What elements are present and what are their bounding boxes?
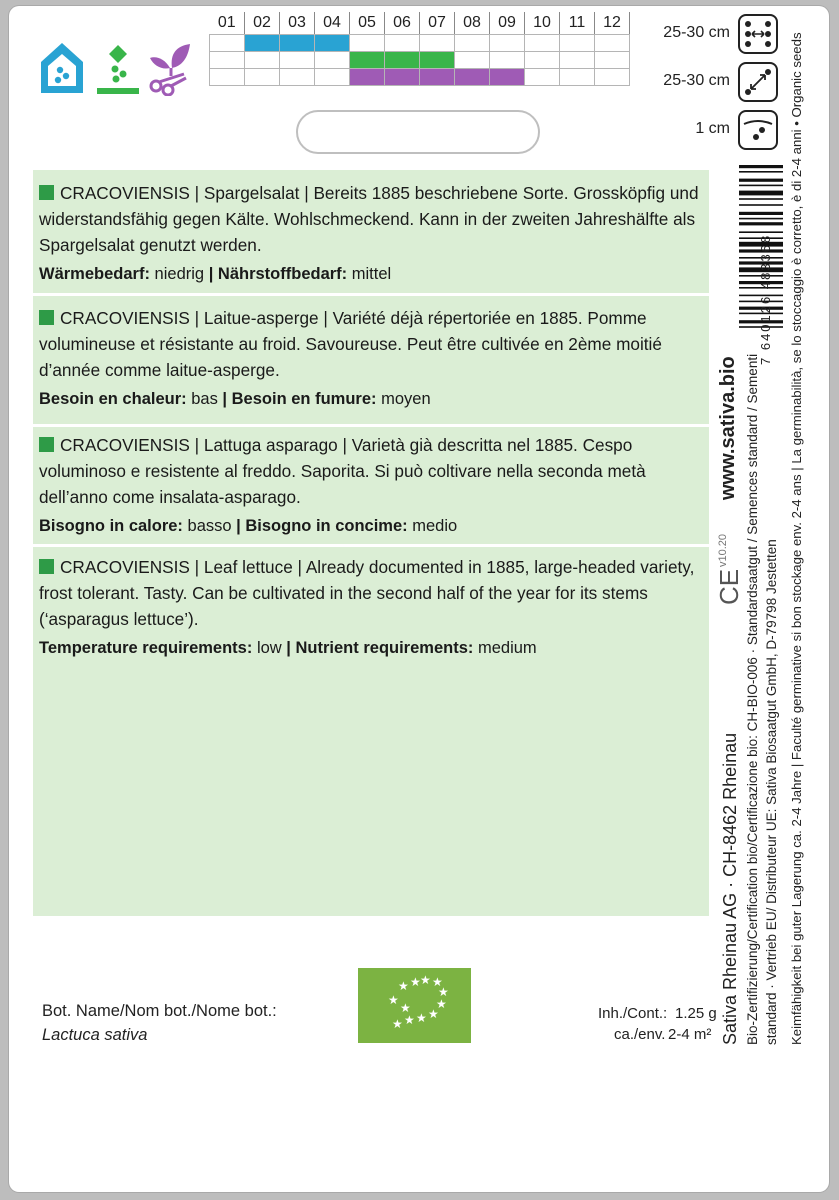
plant-spacing-label: 25-30 cm	[663, 72, 730, 89]
svg-text:★: ★	[392, 1017, 403, 1031]
calendar-cell	[245, 69, 280, 86]
calendar-cell	[560, 35, 595, 52]
botanical-name: Lactuca sativa	[42, 1026, 148, 1044]
calendar-cell	[420, 52, 455, 69]
requirement-value: low	[256, 639, 282, 657]
sowing-calendar	[209, 12, 630, 86]
barcode-bar	[739, 179, 783, 182]
calendar-cell	[490, 52, 525, 69]
calendar-cell	[490, 35, 525, 52]
month-label: 04	[315, 12, 350, 35]
calendar-cell	[525, 35, 560, 52]
outdoor-sowing-icon	[95, 42, 141, 96]
calendar-cell	[420, 35, 455, 52]
calendar-cell	[280, 52, 315, 69]
description-text: CRACOVIENSIS | Lattuga asparago | Varietà già descritta nel 1885. Cespo voluminoso e resistente al freddo. Saporita. Si può coltivare nella seconda metà dell’anno come insalata-asparago.	[39, 435, 646, 507]
calendar-cell	[525, 52, 560, 69]
barcode-bar	[739, 222, 783, 225]
green-square-bullet	[39, 185, 54, 200]
green-square-bullet	[39, 437, 54, 452]
calendar-cell	[490, 69, 525, 86]
row-spacing-icon	[738, 14, 778, 54]
barcode-bar	[739, 204, 783, 206]
svg-text:★: ★	[432, 975, 443, 989]
svg-text:★: ★	[416, 1011, 427, 1025]
svg-text:★: ★	[438, 985, 449, 999]
requirement-value: medio	[412, 517, 458, 535]
requirement-value: basso	[187, 517, 232, 535]
calendar-row	[210, 69, 630, 86]
description-french: CRACOVIENSIS | Laitue-asperge | Variété déjà répertoriée en 1885. Pomme volumineuse et résistante au froid. Savoureuse. Peut être cultivée en 2ème moitié d’année comme laitue-asperge. Besoin en chaleur: bas | Besoin en fumure: moyen	[39, 308, 662, 408]
row-spacing-label: 25-30 cm	[663, 24, 730, 41]
version-label: v10.20	[717, 533, 729, 567]
description-german: CRACOVIENSIS | Spargelsalat | Bereits 1885 beschriebene Sorte. Grossköpfig und widerstandsfähig gegen Kälte. Wohlschmeckend. Kann in der zweiten Jahreshälfte als Spargelsalat genutzt werden. Wärmebedarf: niedrig | Nährstoffbedarf: mittel	[39, 183, 699, 283]
description-text: CRACOVIENSIS | Leaf lettuce | Already documented in 1885, large-headed variety, frost tolerant. Tasty. Can be cultivated in the second half of the year for its stems (‘asparagus lettuce’).	[39, 557, 695, 629]
svg-text:★: ★	[410, 975, 421, 989]
calendar-cell	[385, 35, 420, 52]
section-divider	[33, 293, 709, 296]
calendar-cell	[280, 69, 315, 86]
barcode-bar	[739, 185, 783, 187]
barcode-bar	[739, 171, 783, 173]
calendar-cell	[350, 52, 385, 69]
requirement-value: medium	[477, 639, 537, 657]
svg-text:★: ★	[404, 1013, 415, 1027]
calendar-cell	[245, 35, 280, 52]
calendar-cell	[595, 35, 630, 52]
calendar-cell	[350, 35, 385, 52]
area-label: ca./env.	[614, 1026, 666, 1043]
requirement-label: Besoin en fumure:	[231, 390, 377, 408]
calendar-cell	[595, 52, 630, 69]
month-label: 08	[455, 12, 490, 35]
calendar-cell	[210, 35, 245, 52]
requirement-label: Nährstoffbedarf:	[217, 265, 348, 283]
website-link[interactable]: www.sativa.bio	[717, 356, 739, 500]
indoor-sowing-icon	[38, 40, 86, 96]
description-text: CRACOVIENSIS | Spargelsalat | Bereits 1885 beschriebene Sorte. Grossköpfig und widerstandsfähig gegen Kälte. Wohlschmeckend. Kann in der zweiten Jahreshälfte als Spargelsalat genutzt werden.	[39, 183, 699, 255]
barcode-bar	[739, 191, 783, 196]
distributor-text: standard · Vertrieb EU/ Distributeur UE: Sativa Biosaatgut GmbH, D-79798 Jestetten	[764, 539, 779, 1045]
certification-text: Bio-Zertifizierung/Certification bio/Certificazione bio: CH-BIO-006 · Standardsaatgut / Semences standard / Sementi	[745, 353, 760, 1045]
month-label: 09	[490, 12, 525, 35]
requirement-value: niedrig	[154, 265, 205, 283]
calendar-row	[210, 35, 630, 52]
calendar-cell	[315, 69, 350, 86]
calendar-cell	[455, 69, 490, 86]
barcode-bar	[739, 165, 783, 168]
calendar-cell	[455, 52, 490, 69]
calendar-cell	[210, 69, 245, 86]
description-italian: CRACOVIENSIS | Lattuga asparago | Varietà già descritta nel 1885. Cespo voluminoso e resistente al freddo. Saporita. Si può coltivare nella seconda metà dell’anno come insalata-asparago. Bisogno in calore: basso | Bisogno in concime: medio	[39, 435, 646, 535]
requirement-value: mittel	[351, 265, 392, 283]
month-label: 11	[560, 12, 595, 35]
svg-text:★: ★	[436, 997, 447, 1011]
calendar-cell	[560, 69, 595, 86]
barcode-bar	[739, 218, 783, 220]
barcode-number: 7 640126 483368	[758, 233, 773, 365]
requirement-value: bas	[191, 390, 218, 408]
month-label: 07	[420, 12, 455, 35]
month-label: 01	[210, 12, 245, 35]
calendar-cell	[315, 52, 350, 69]
barcode-bar	[739, 212, 783, 215]
svg-text:★: ★	[420, 973, 431, 987]
hanging-hole	[296, 110, 540, 154]
company-address: Sativa Rheinau AG · CH-8462 Rheinau	[720, 732, 740, 1045]
calendar-cell	[280, 35, 315, 52]
calendar-cell	[315, 35, 350, 52]
calendar-row	[210, 52, 630, 69]
calendar-months-row	[210, 12, 630, 35]
svg-text:★: ★	[400, 1001, 411, 1015]
green-square-bullet	[39, 559, 54, 574]
calendar-cell	[420, 69, 455, 86]
barcode-bar	[739, 231, 783, 233]
harvest-scissors-icon	[146, 38, 198, 96]
content-value: 1.25 g	[675, 1005, 717, 1022]
calendar-cell	[350, 69, 385, 86]
green-square-bullet	[39, 310, 54, 325]
content-label: Inh./Cont.:	[598, 1005, 668, 1022]
svg-text:★: ★	[388, 993, 399, 1007]
germination-text: Keimfähigkeit bei guter Lagerung ca. 2-4 Jahre | Faculté germinative si bon stockage env. 2-4 ans | La germinabilità, se lo stoccaggio è corretto, è di 2-4 anni • Organic seeds	[789, 32, 804, 1045]
description-english: CRACOVIENSIS | Leaf lettuce | Already documented in 1885, large-headed variety, frost tolerant. Tasty. Can be cultivated in the second half of the year for its stems (‘asparagus lettuce’). Temperature requirements: low | Nutrient requirements: medium	[39, 557, 695, 657]
requirement-value: moyen	[381, 390, 431, 408]
requirement-label: Besoin en chaleur:	[39, 390, 187, 408]
month-label: 03	[280, 12, 315, 35]
requirement-label: Wärmebedarf:	[39, 265, 150, 283]
botanical-name-label: Bot. Name/Nom bot./Nome bot.:	[42, 1002, 277, 1020]
area-value: 2-4 m²	[668, 1026, 712, 1043]
description-text: CRACOVIENSIS | Laitue-asperge | Variété déjà répertoriée en 1885. Pomme volumineuse et résistante au froid. Savoureuse. Peut être cultivée en 2ème moitié d’année comme laitue-asperge.	[39, 308, 662, 380]
requirement-label: Nutrient requirements:	[295, 639, 474, 657]
requirement-label: Bisogno in calore:	[39, 517, 183, 535]
requirement-label: Bisogno in concime:	[245, 517, 408, 535]
requirement-label: Temperature requirements:	[39, 639, 253, 657]
ce-mark: CE	[714, 568, 744, 605]
sowing-depth-icon	[738, 110, 778, 150]
plant-spacing-icon	[738, 62, 778, 102]
section-divider	[33, 424, 709, 427]
calendar-cell	[560, 52, 595, 69]
svg-text:★: ★	[398, 979, 409, 993]
month-label: 06	[385, 12, 420, 35]
svg-text:★: ★	[428, 1007, 439, 1021]
calendar-cell	[525, 69, 560, 86]
calendar-cell	[385, 52, 420, 69]
calendar-cell	[210, 52, 245, 69]
month-label: 05	[350, 12, 385, 35]
calendar-cell	[595, 69, 630, 86]
month-label: 10	[525, 12, 560, 35]
month-label: 12	[595, 12, 630, 35]
section-divider	[33, 544, 709, 547]
eu-organic-logo	[358, 968, 471, 1043]
description-panel	[33, 170, 709, 916]
calendar-cell	[385, 69, 420, 86]
sowing-depth-label: 1 cm	[695, 120, 730, 137]
calendar-cell	[245, 52, 280, 69]
barcode-bar	[739, 198, 783, 200]
month-label: 02	[245, 12, 280, 35]
calendar-cell	[455, 35, 490, 52]
